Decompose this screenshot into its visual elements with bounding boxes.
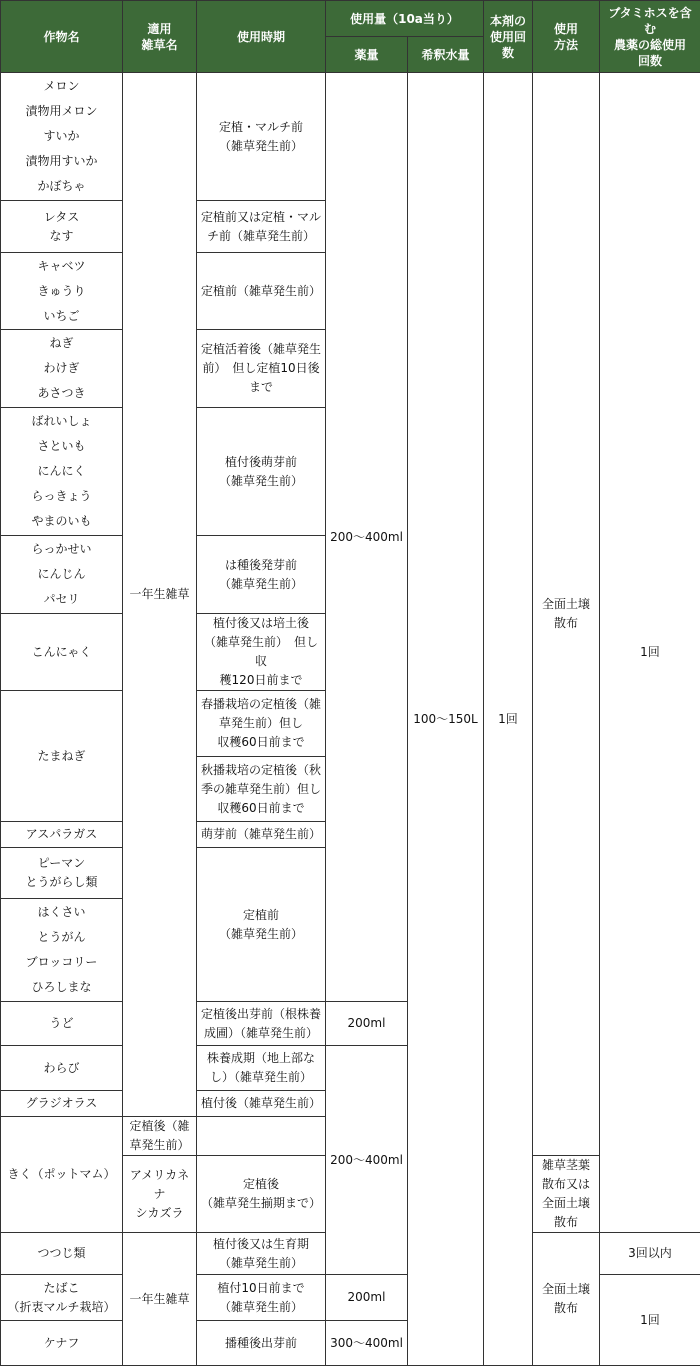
- crop-cell: レタス なす: [1, 201, 123, 253]
- header-usage-method: 使用 方法: [533, 1, 600, 73]
- timing-cell: 定植後 （雑草発生揃期まで）: [197, 1156, 326, 1233]
- timing-cell: 定植前（雑草発生前）: [197, 253, 326, 330]
- crop-cell: たばこ （折衷マルチ栽培）: [1, 1275, 123, 1321]
- amount-cell: 200ml: [326, 1002, 408, 1046]
- method-cell: 全面土壌 散布: [533, 73, 600, 1156]
- crop-cell: わらび: [1, 1046, 123, 1091]
- crop-cell: アスパラガス: [1, 822, 123, 848]
- crop-cell: メロン 漬物用メロン すいか 漬物用すいか かぼちゃ: [1, 73, 123, 201]
- header-weed-name: 適用 雑草名: [123, 1, 197, 73]
- amount-cell: 200～400ml: [326, 73, 408, 1002]
- timing-cell: 植付後又は培土後 （雑草発生前） 但し収 穫120日前まで: [197, 614, 326, 691]
- timing-cell: 萌芽前（雑草発生前）: [197, 822, 326, 848]
- crop-cell: きく（ポットマム）: [1, 1117, 123, 1233]
- crop-cell: こんにゃく: [1, 614, 123, 691]
- header-timing: 使用時期: [197, 1, 326, 73]
- timing-cell: 株養成期（地上部な し）（雑草発生前）: [197, 1046, 326, 1091]
- header-dilution-water: 希釈水量: [408, 37, 484, 73]
- timing-cell: 植付10日前まで （雑草発生前）: [197, 1275, 326, 1321]
- count-cell: 1回: [484, 73, 533, 1366]
- weed-cell: 一年生雑草: [123, 1233, 197, 1366]
- crop-cell: グラジオラス: [1, 1091, 123, 1117]
- amount-cell: 200～400ml: [326, 1046, 408, 1275]
- timing-cell: 定植前又は定植・マル チ前（雑草発生前）: [197, 201, 326, 253]
- timing-cell: 秋播栽培の定植後（秋 季の雑草発生前）但し 収穫60日前まで: [197, 757, 326, 822]
- timing-cell: 定植後出芽前（根株養 成圃）（雑草発生前）: [197, 1002, 326, 1046]
- method-cell: 雑草茎葉 散布又は 全面土壌 散布: [533, 1156, 600, 1233]
- timing-cell: 定植活着後（雑草発生 前） 但し定植10日後 まで: [197, 330, 326, 408]
- crop-cell: ねぎ わけぎ あさつき: [1, 330, 123, 408]
- header-usage-amount: 使用量（10a当り）: [326, 1, 484, 37]
- timing-cell: 定植前 （雑草発生前）: [197, 848, 326, 1002]
- total-count-cell: 3回以内: [600, 1233, 700, 1275]
- timing-cell: 植付後又は生育期 （雑草発生前）: [197, 1233, 326, 1275]
- header-chemical-amount: 薬量: [326, 37, 408, 73]
- crop-cell: つつじ類: [1, 1233, 123, 1275]
- crop-cell: ケナフ: [1, 1321, 123, 1366]
- timing-cell: 定植・マルチ前 （雑草発生前）: [197, 73, 326, 201]
- crop-cell: ばれいしょ さといも にんにく らっきょう やまのいも: [1, 408, 123, 536]
- method-cell: 全面土壌 散布: [533, 1233, 600, 1366]
- timing-cell: 定植後（雑草発生前）: [123, 1117, 197, 1156]
- crop-cell: キャベツ きゅうり いちご: [1, 253, 123, 330]
- timing-cell: 植付後（雑草発生前）: [197, 1091, 326, 1117]
- crop-cell: はくさい とうがん ブロッコリー ひろしまな: [1, 899, 123, 1002]
- timing-cell: 植付後萌芽前 （雑草発生前）: [197, 408, 326, 536]
- header-crop-name: 作物名: [1, 1, 123, 73]
- header-usage-count: 本剤の 使用回 数: [484, 1, 533, 73]
- crop-cell: うど: [1, 1002, 123, 1046]
- weed-cell: アメリカネナ シカズラ: [123, 1156, 197, 1233]
- amount-cell: 300～400ml: [326, 1321, 408, 1366]
- total-count-cell: 1回: [600, 1275, 700, 1366]
- total-count-cell: 1回: [600, 73, 700, 1233]
- weed-cell: 一年生雑草: [123, 73, 197, 1117]
- crop-cell: ピーマン とうがらし類: [1, 848, 123, 899]
- crop-cell: たまねぎ: [1, 691, 123, 822]
- timing-cell: 春播栽培の定植後（雑 草発生前）但し 収穫60日前まで: [197, 691, 326, 757]
- amount-cell: 200ml: [326, 1275, 408, 1321]
- dilution-cell: 100～150L: [408, 73, 484, 1366]
- header-total-count: ブタミホスを含む 農薬の総使用 回数: [600, 1, 700, 73]
- crop-cell: らっかせい にんじん パセリ: [1, 536, 123, 614]
- timing-cell: 播種後出芽前: [197, 1321, 326, 1366]
- timing-cell: は種後発芽前 （雑草発生前）: [197, 536, 326, 614]
